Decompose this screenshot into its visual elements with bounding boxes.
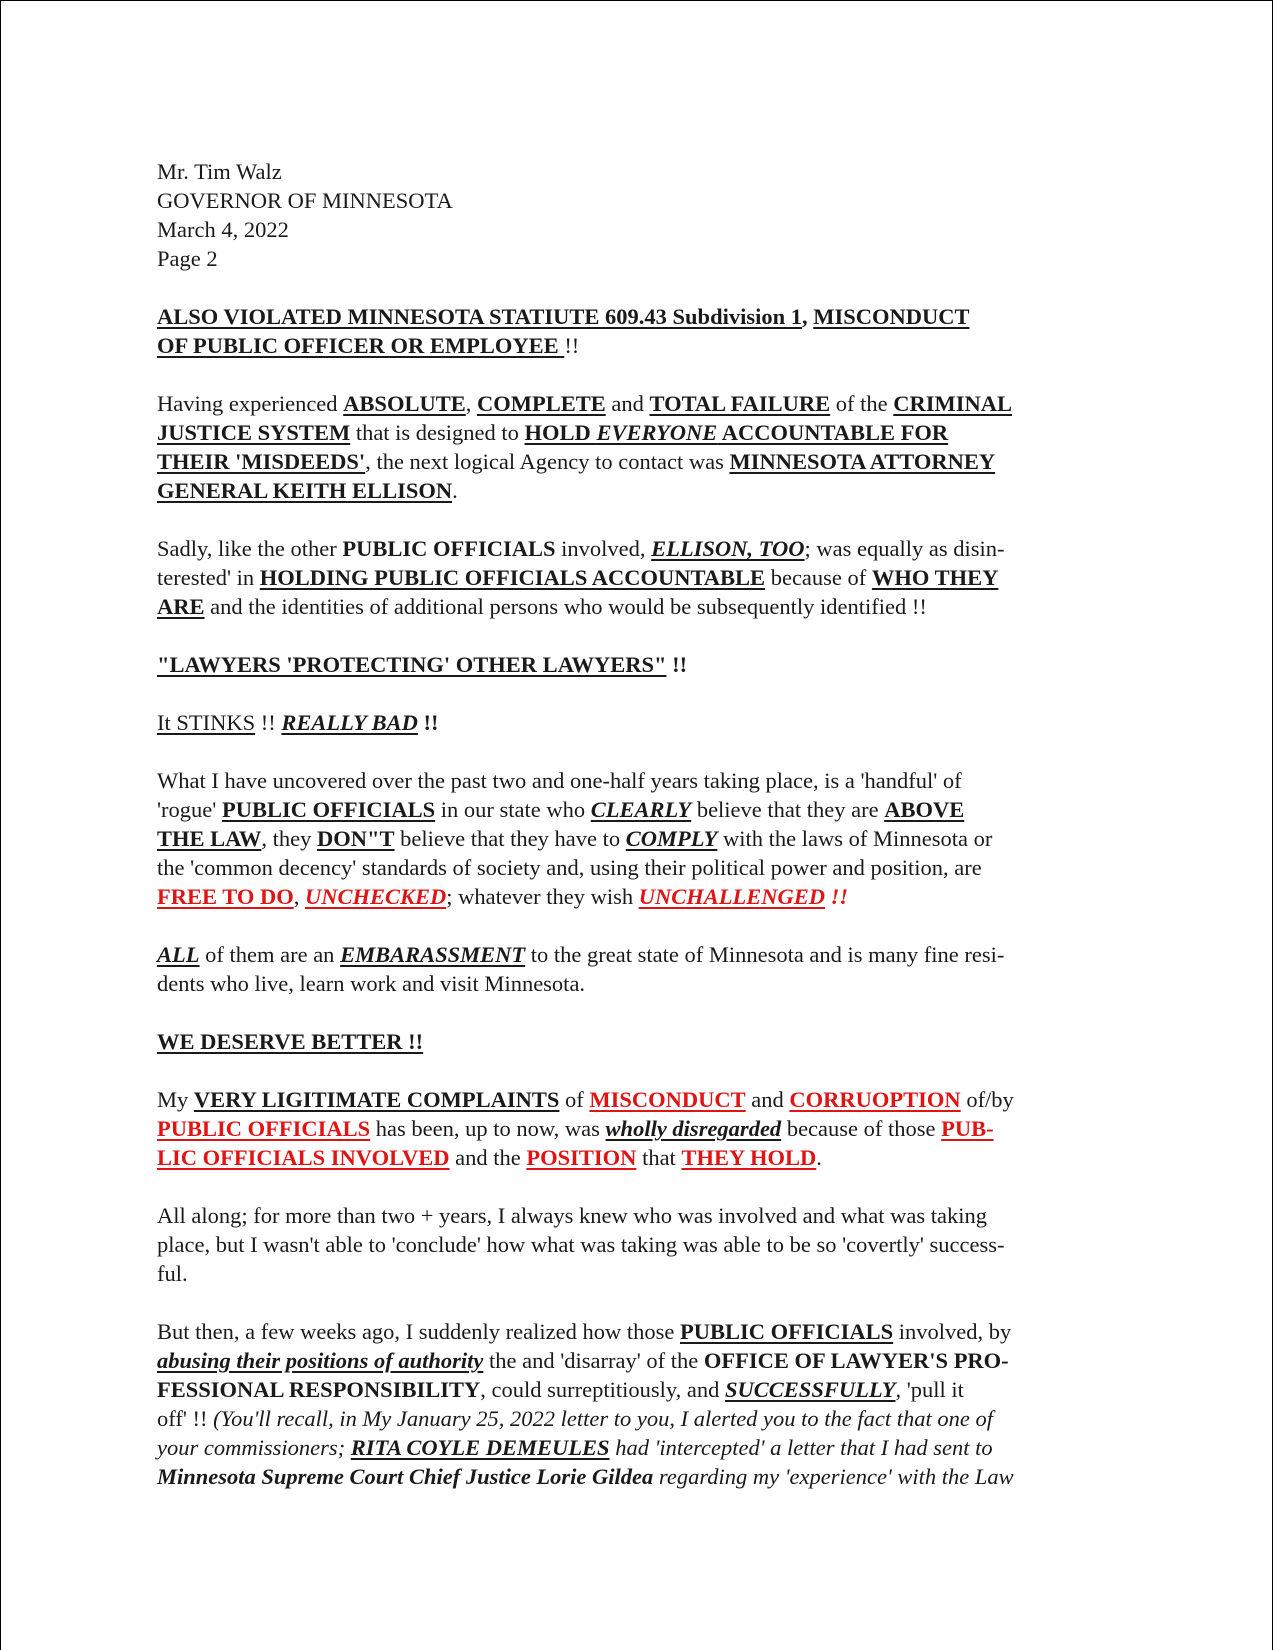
statute-heading: ALSO VIOLATED MINNESOTA STATIUTE 609.43 Subdivision 1, MISCONDUCT OF PUBLIC OFFICER OR EMPLOYEE !! [157,304,970,358]
deserve-better-heading: WE DESERVE BETTER !! [157,1029,424,1054]
recipient-name: Mr. Tim Walz [157,159,282,184]
stinks-line: It STINKS !! REALLY BAD !! [157,710,439,735]
paragraph-all-along: All along; for more than two + years, I always knew who was involved and what was taking place, but I wasn't able to 'conclude' how what was taking was able to be so 'covertly' success- ful. [157,1203,1005,1286]
recipient-title: GOVERNOR OF MINNESOTA [157,188,453,213]
letter-header [157,157,1117,273]
lawyers-heading: "LAWYERS 'PROTECTING' OTHER LAWYERS" !! [157,652,688,677]
paragraph-complaints: My VERY LIGITIMATE COMPLAINTS of MISCONDUCT and CORRUOPTION of/by PUBLIC OFFICIALS has been, up to now, was wholly disregarded because of those PUB- LIC OFFICIALS INVOLVED and the POSITION that THEY HOLD. [157,1087,1014,1170]
letter-body [157,157,1117,1520]
letter-date: March 4, 2022 [157,217,289,242]
paragraph-realization: But then, a few weeks ago, I suddenly realized how those PUBLIC OFFICIALS involved, by abusing their positions of authority the and 'disarray' of the OFFICE OF LAWYER'S PRO- FESSIONAL RESPONSIBILITY, could surreptitiously, and SUCCESSFULLY, 'pull it off' !! (You'll recall, in My January 25, 2022 letter to you, I alerted you to the fact that one of your commissioners; RITA COYLE DEMEULES had 'intercepted' a letter that I had sent to Minnesota Supreme Court Chief Justice Lorie Gildea regarding my 'experience' with the Law [157,1319,1014,1489]
paragraph-rogue-officials: What I have uncovered over the past two and one-half years taking place, is a 'handful' of 'rogue' PUBLIC OFFICIALS in our state who CLEARLY believe that they are ABOVE THE LAW, they DON"T believe that they have to COMPLY with the laws of Minnesota or the 'common decency' standards of society and, using their political power and position, are FREE TO DO, UNCHECKED; whatever they wish UNCHALLENGED !! [157,768,993,909]
paragraph-failure: Having experienced ABSOLUTE, COMPLETE and TOTAL FAILURE of the CRIMINAL JUSTICE SYSTEM that is designed to HOLD EVERYONE ACCOUNTABLE FOR THEIR 'MISDEEDS', the next logical Agency to contact was MINNESOTA ATTORNEY GENERAL KEITH ELLISON. [157,391,1013,503]
paragraph-ellison: Sadly, like the other PUBLIC OFFICIALS involved, ELLISON, TOO; was equally as disin- terested' in HOLDING PUBLIC OFFICIALS ACCOUNTABLE because of WHO THEY ARE and the identities of additional persons who would be subsequently identified !! [157,536,1005,619]
statute-ref: ALSO VIOLATED MINNESOTA STATIUTE 609.43 Subdivision 1 [157,304,802,329]
page-number: Page 2 [157,246,218,271]
paragraph-embarassment: ALL of them are an EMBARASSMENT to the great state of Minnesota and is many fine resi- dents who live, learn work and visit Minnesota. [157,942,1005,996]
